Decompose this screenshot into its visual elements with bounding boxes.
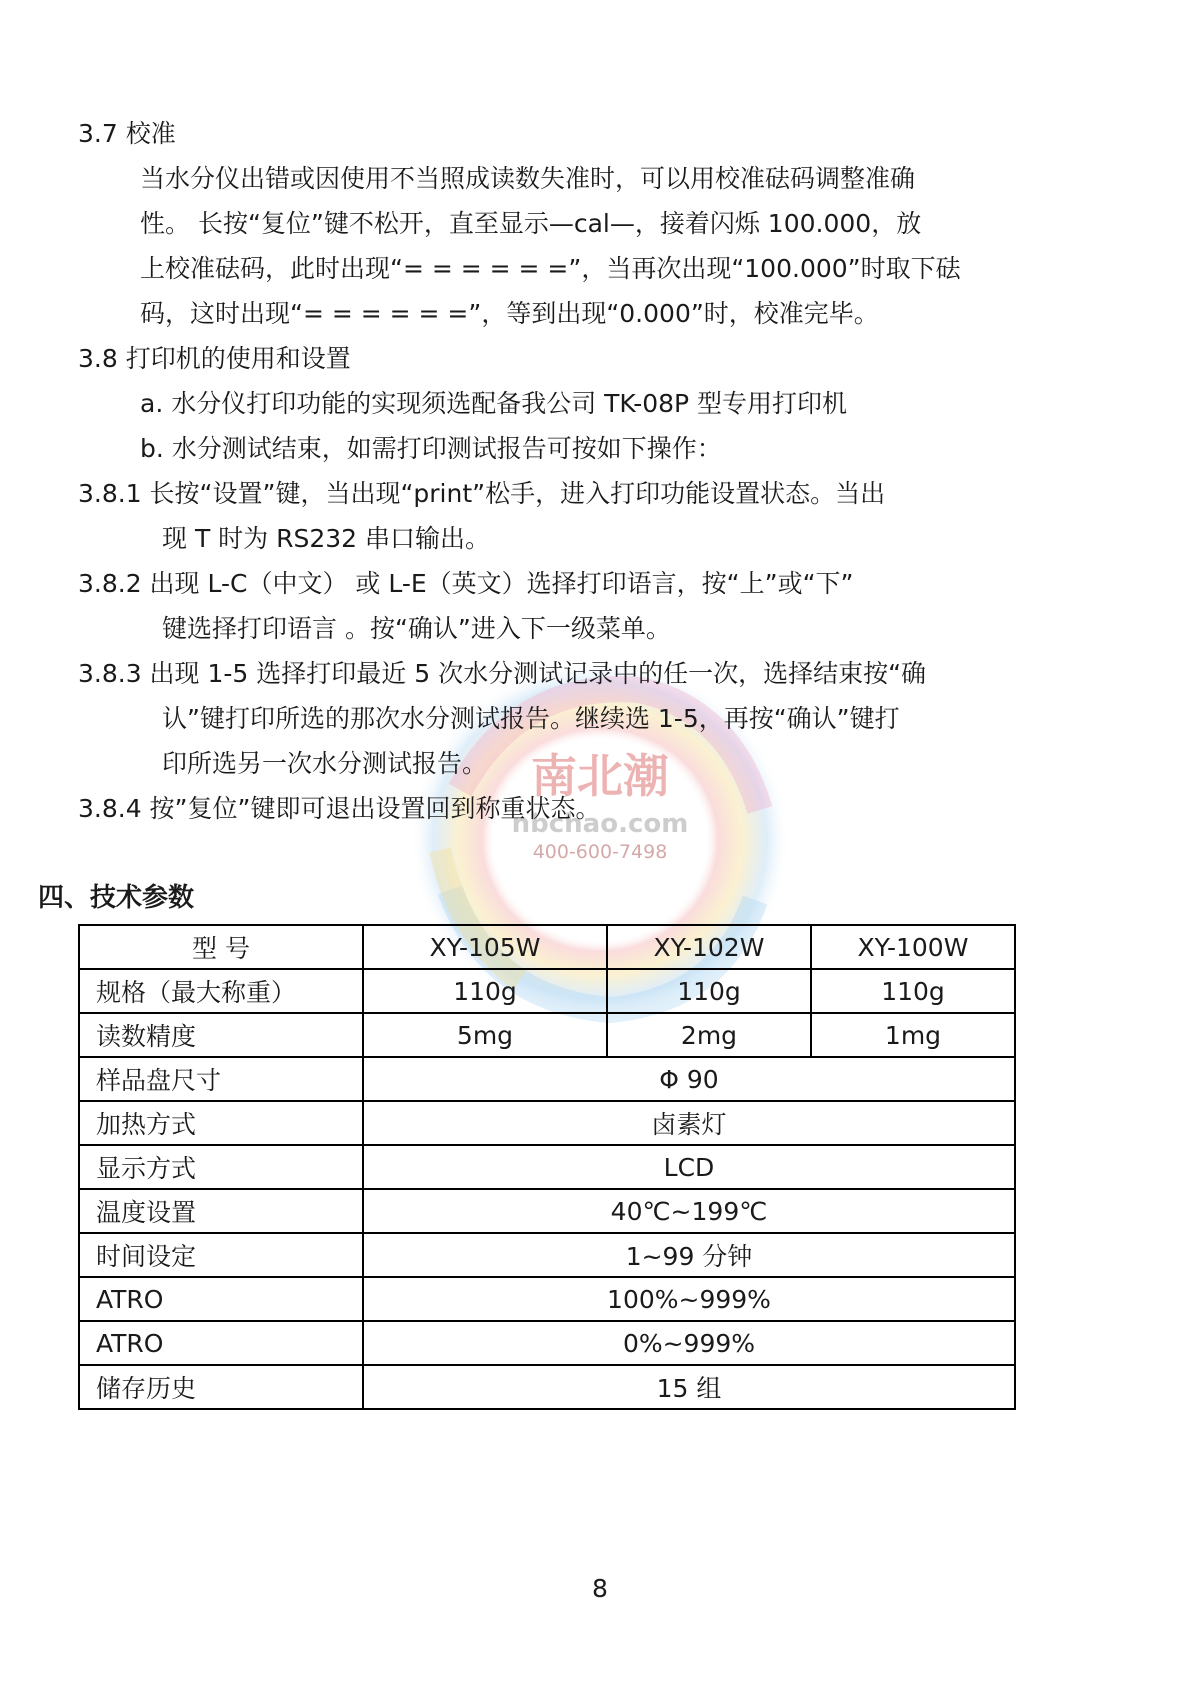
- table-cell: 100%~999%: [363, 1277, 1015, 1321]
- section-3-8-1-line-2: 现 T 时为 RS232 串口输出。: [162, 524, 491, 553]
- table-cell: LCD: [363, 1145, 1015, 1189]
- watermark-site: nbchao.com: [511, 809, 689, 839]
- section-3-8-4: 3.8.4 按”复位”键即可退出设置回到称重状态。: [78, 794, 601, 823]
- table-cell: 15 组: [363, 1365, 1015, 1409]
- table-row: [79, 969, 1015, 1013]
- section-3-7-line-2: 性。 长按“复位”键不松开，直至显示—cal—，接着闪烁 100.000，放: [140, 209, 922, 238]
- table-cell: Φ 90: [363, 1057, 1015, 1101]
- table-cell: 0%~999%: [363, 1321, 1015, 1365]
- table-cell: 40℃~199℃: [363, 1189, 1015, 1233]
- table-cell: 110g: [811, 969, 1015, 1013]
- table-row: [79, 1101, 1015, 1145]
- table-row-label: 规格（最大称重）: [79, 969, 363, 1013]
- table-header-cell: XY-105W: [363, 925, 607, 969]
- table-row-label: 储存历史: [79, 1365, 363, 1409]
- table-row: [79, 1189, 1015, 1233]
- section-3-8-3-line-1: 3.8.3 出现 1-5 选择打印最近 5 次水分测试记录中的任一次，选择结束按“确: [78, 659, 927, 688]
- table-cell: 110g: [363, 969, 607, 1013]
- table-cell: 2mg: [607, 1013, 811, 1057]
- table-row: [79, 1057, 1015, 1101]
- table-row: [79, 1277, 1015, 1321]
- section-3-8-2-line-2: 键选择打印语言 。按“确认”进入下一级菜单。: [162, 614, 671, 643]
- section-3-7-heading: 3.7 校准: [78, 119, 176, 148]
- table-row: [79, 1145, 1015, 1189]
- table-row: [79, 1321, 1015, 1365]
- section-3-8-heading: 3.8 打印机的使用和设置: [78, 344, 351, 373]
- spec-table: [78, 924, 1016, 1410]
- table-row: [79, 1365, 1015, 1409]
- section-3-8-3-line-2: 认”键打印所选的那次水分测试报告。继续选 1-5，再按“确认”键打: [162, 704, 900, 733]
- page-number: 8: [592, 1574, 608, 1603]
- section-3-8-3-line-3: 印所选另一次水分测试报告。: [162, 749, 488, 778]
- table-row-label: 温度设置: [79, 1189, 363, 1233]
- table-header-row: [79, 925, 1015, 969]
- section-3-7-line-3: 上校准砝码，此时出现“= = = = = =”，当再次出现“100.000”时取下砝: [140, 254, 961, 283]
- section-3-8-item-b: b. 水分测试结束，如需打印测试报告可按如下操作：: [140, 434, 722, 463]
- section-3-8-item-a: a. 水分仪打印功能的实现须选配备我公司 TK-08P 型专用打印机: [140, 389, 848, 418]
- section-3-7-line-4: 码，这时出现“= = = = = =”，等到出现“0.000”时，校准完毕。: [140, 299, 879, 328]
- section-4-heading: 四、技术参数: [38, 883, 195, 913]
- table-cell: 110g: [607, 969, 811, 1013]
- table-row-label: 样品盘尺寸: [79, 1057, 363, 1101]
- table-header-cell: XY-100W: [811, 925, 1015, 969]
- table-header-cell: 型 号: [79, 925, 363, 969]
- table-row: [79, 1233, 1015, 1277]
- table-cell: 卤素灯: [363, 1101, 1015, 1145]
- section-3-8-1-line-1: 3.8.1 长按“设置”键，当出现“print”松手，进入打印功能设置状态。当出: [78, 479, 886, 508]
- table-row-label: 时间设定: [79, 1233, 363, 1277]
- table-row-label: ATRO: [79, 1277, 363, 1321]
- section-3-8-2-line-1: 3.8.2 出现 L-C（中文） 或 L-E（英文）选择打印语言，按“上”或“下”: [78, 569, 854, 598]
- table-row: [79, 1013, 1015, 1057]
- table-row-label: 读数精度: [79, 1013, 363, 1057]
- table-row-label: 加热方式: [79, 1101, 363, 1145]
- section-3-7-line-1: 当水分仪出错或因使用不当照成读数失准时，可以用校准砝码调整准确: [140, 164, 916, 193]
- table-cell: 1mg: [811, 1013, 1015, 1057]
- table-row-label: ATRO: [79, 1321, 363, 1365]
- table-cell: 5mg: [363, 1013, 607, 1057]
- table-row-label: 显示方式: [79, 1145, 363, 1189]
- watermark-phone: 400-600-7498: [532, 841, 668, 863]
- table-cell: 1~99 分钟: [363, 1233, 1015, 1277]
- table-header-cell: XY-102W: [607, 925, 811, 969]
- watermark-brand: 南北潮: [531, 749, 669, 803]
